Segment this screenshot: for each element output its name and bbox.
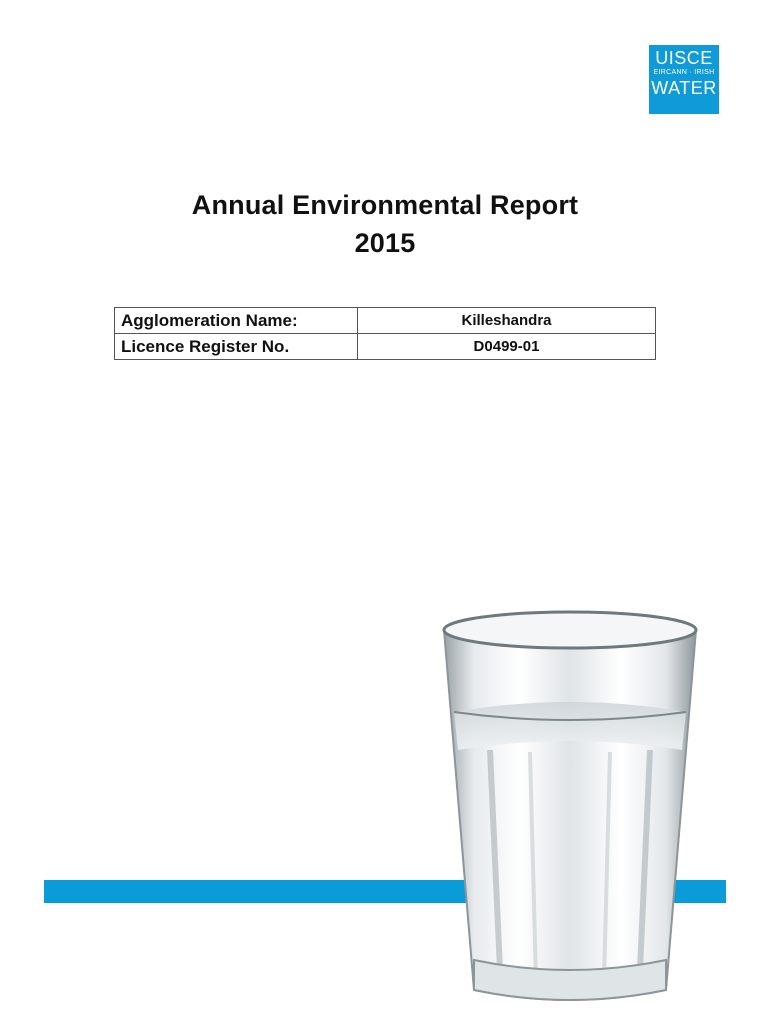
logo-line-eireann-irish: EIRCANN · IRISH (653, 69, 715, 76)
uisce-eireann-irish-water-logo (649, 45, 719, 114)
logo-line-uisce: UISCE (655, 48, 713, 68)
licence-register-value: D0499-01 (358, 334, 656, 360)
water-glass-image (430, 600, 710, 1020)
report-year: 2015 (354, 228, 416, 258)
table-row (115, 334, 656, 360)
licence-register-label: Licence Register No. (115, 334, 358, 360)
logo-line-water: WATER (651, 78, 717, 98)
agglomeration-name-label: Agglomeration Name: (115, 308, 358, 334)
table-row (115, 308, 656, 334)
report-title (0, 186, 770, 262)
agglomeration-name-value: Killeshandra (358, 308, 656, 334)
report-title-main: Annual Environmental Report (191, 190, 579, 220)
licence-details-table (114, 307, 656, 360)
